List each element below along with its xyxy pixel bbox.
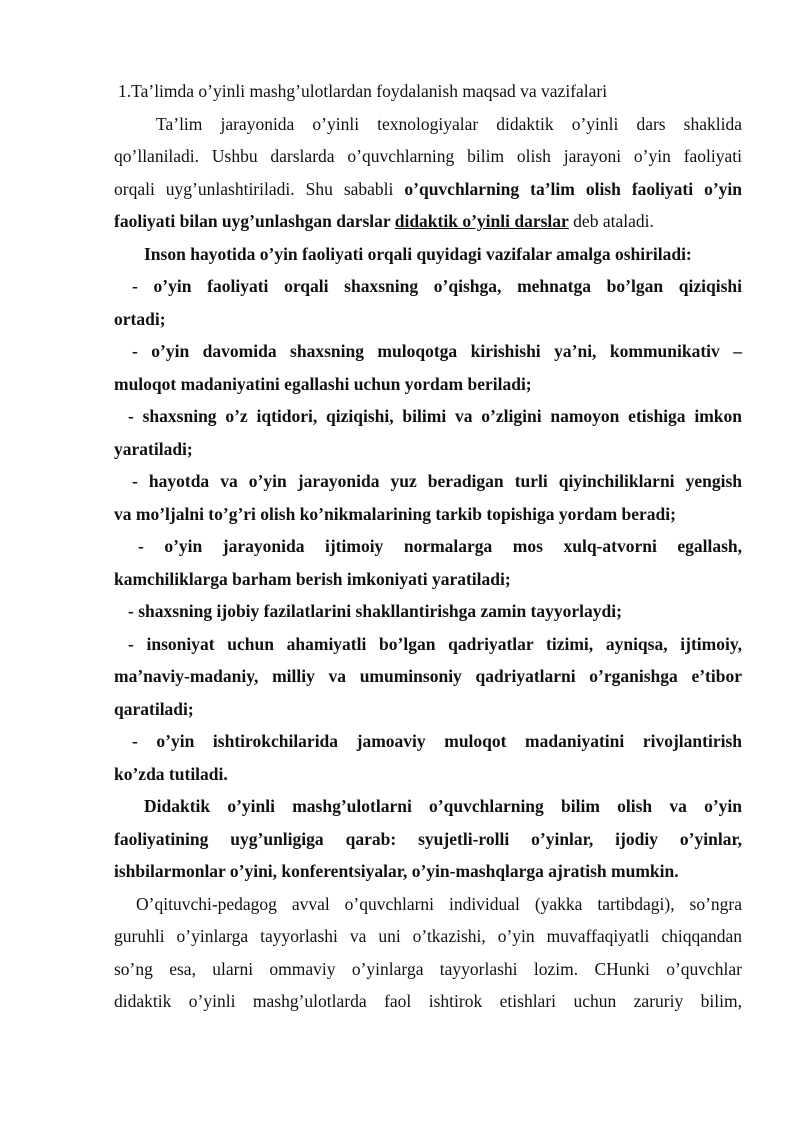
- paragraph-line: didaktik o’yinli mashg’ulotlarda faol ishtirok etishlari uchun zaruriy bilim,: [114, 991, 742, 1011]
- list-item-continuation: va mo’ljalni to’g’ri olish ko’nikmalarining tarkib topishiga yordam beradi;: [114, 503, 676, 524]
- paragraph-line: qo’llaniladi. Ushbu darslarda o’quvchlarning bilim olish jarayoni o’yin faoliyati: [114, 146, 742, 166]
- paragraph-line: [114, 173, 742, 206]
- list-intro: Inson hayotida o’yin faoliyati orqali quyidagi vazifalar amalga oshiriladi:: [144, 243, 692, 264]
- list-item-continuation: qaratiladi;: [114, 698, 194, 719]
- paragraph-line: so’ng esa, ularni ommaviy o’yinlarga tayyorlashi lozim. CHunki o’quvchlar: [114, 958, 742, 979]
- paragraph-line: guruhli o’yinlarga tayyorlashi va uni o’tkazishi, o’yin muvaffaqiyatli chiqqandan: [114, 926, 742, 946]
- section-heading: 1.Ta’limda o’yinli mashg’ulotlardan foydalanish maqsad va vazifalari: [118, 81, 608, 101]
- underlined-term: didaktik o’yinli darslar: [394, 211, 569, 231]
- paragraph-line: ishbilarmonlar o’yini, konferentsiyalar, o’yin-mashqlarga ajratish mumkin.: [114, 861, 679, 881]
- list-item-continuation: kamchiliklarga barham berish imkoniyati yaratiladi;: [114, 568, 511, 589]
- list-item: - o’yin faoliyati orqali shaxsning o’qishga, mehnatga bo’lgan qiziqishi: [132, 276, 742, 296]
- list-item: - o’yin ishtirokchilarida jamoaviy muloqot madaniyatini rivojlantirish: [132, 731, 742, 751]
- document-page: [114, 75, 742, 1018]
- task-list: [114, 270, 742, 790]
- text-run: deb ataladi.: [568, 211, 654, 231]
- paragraph-line: [114, 205, 742, 238]
- paragraph-classification: [114, 790, 742, 888]
- list-item: - o’yin jarayonida ijtimoiy normalarga mos xulq-atvorni egallash,: [138, 536, 742, 556]
- list-item-continuation: muloqot madaniyatini egallashi uchun yordam beriladi;: [114, 373, 532, 394]
- paragraph-line: Didaktik o’yinli mashg’ulotlarni o’quvchlarning bilim olish va o’yin: [144, 796, 742, 816]
- list-item-continuation: ma’naviy-madaniy, milliy va umuminsoniy qadriyatlarni o’rganishga e’tibor: [114, 666, 742, 686]
- bold-text-run: o’quvchlarning ta’lim olish faoliyati o’yin: [404, 178, 742, 199]
- list-item: - shaxsning o’z iqtidori, qiziqishi, bilimi va o’zligini namoyon etishiga imkon: [128, 406, 742, 426]
- text-run: orqali uyg’unlashtiriladi. Shu sababli: [114, 178, 405, 199]
- list-item: - insoniyat uchun ahamiyatli bo’lgan qadriyatlar tizimi, ayniqsa, ijtimoiy,: [128, 633, 742, 654]
- paragraph-line: O’qituvchi-pedagog avval o’quvchlarni individual (yakka tartibdagi), so’ngra: [136, 893, 742, 914]
- list-item: - shaxsning ijobiy fazilatlarini shakllantirishga zamin tayyorlaydi;: [128, 601, 622, 621]
- list-item: - o’yin davomida shaxsning muloqotga kirishishi ya’ni, kommunikativ –: [132, 341, 742, 361]
- paragraph-line: Ta’lim jarayonida o’yinli texnologiyalar didaktik o’yinli dars shaklida: [156, 113, 742, 134]
- paragraph-line: faoliyatining uyg’unligiga qarab: syujetli-rolli o’yinlar, ijodiy o’yinlar,: [114, 828, 742, 849]
- list-item-continuation: ortadi;: [114, 308, 166, 329]
- bold-text-run: faoliyati bilan uyg’unlashgan darslar: [114, 211, 395, 231]
- paragraph-intro: [114, 108, 742, 238]
- list-item-continuation: yaratiladi;: [114, 438, 193, 459]
- list-item: - hayotda va o’yin jarayonida yuz beradigan turli qiyinchiliklarni yengish: [132, 471, 742, 491]
- paragraph-teacher: [114, 888, 742, 1018]
- list-item-continuation: ko’zda tutiladi.: [114, 763, 228, 784]
